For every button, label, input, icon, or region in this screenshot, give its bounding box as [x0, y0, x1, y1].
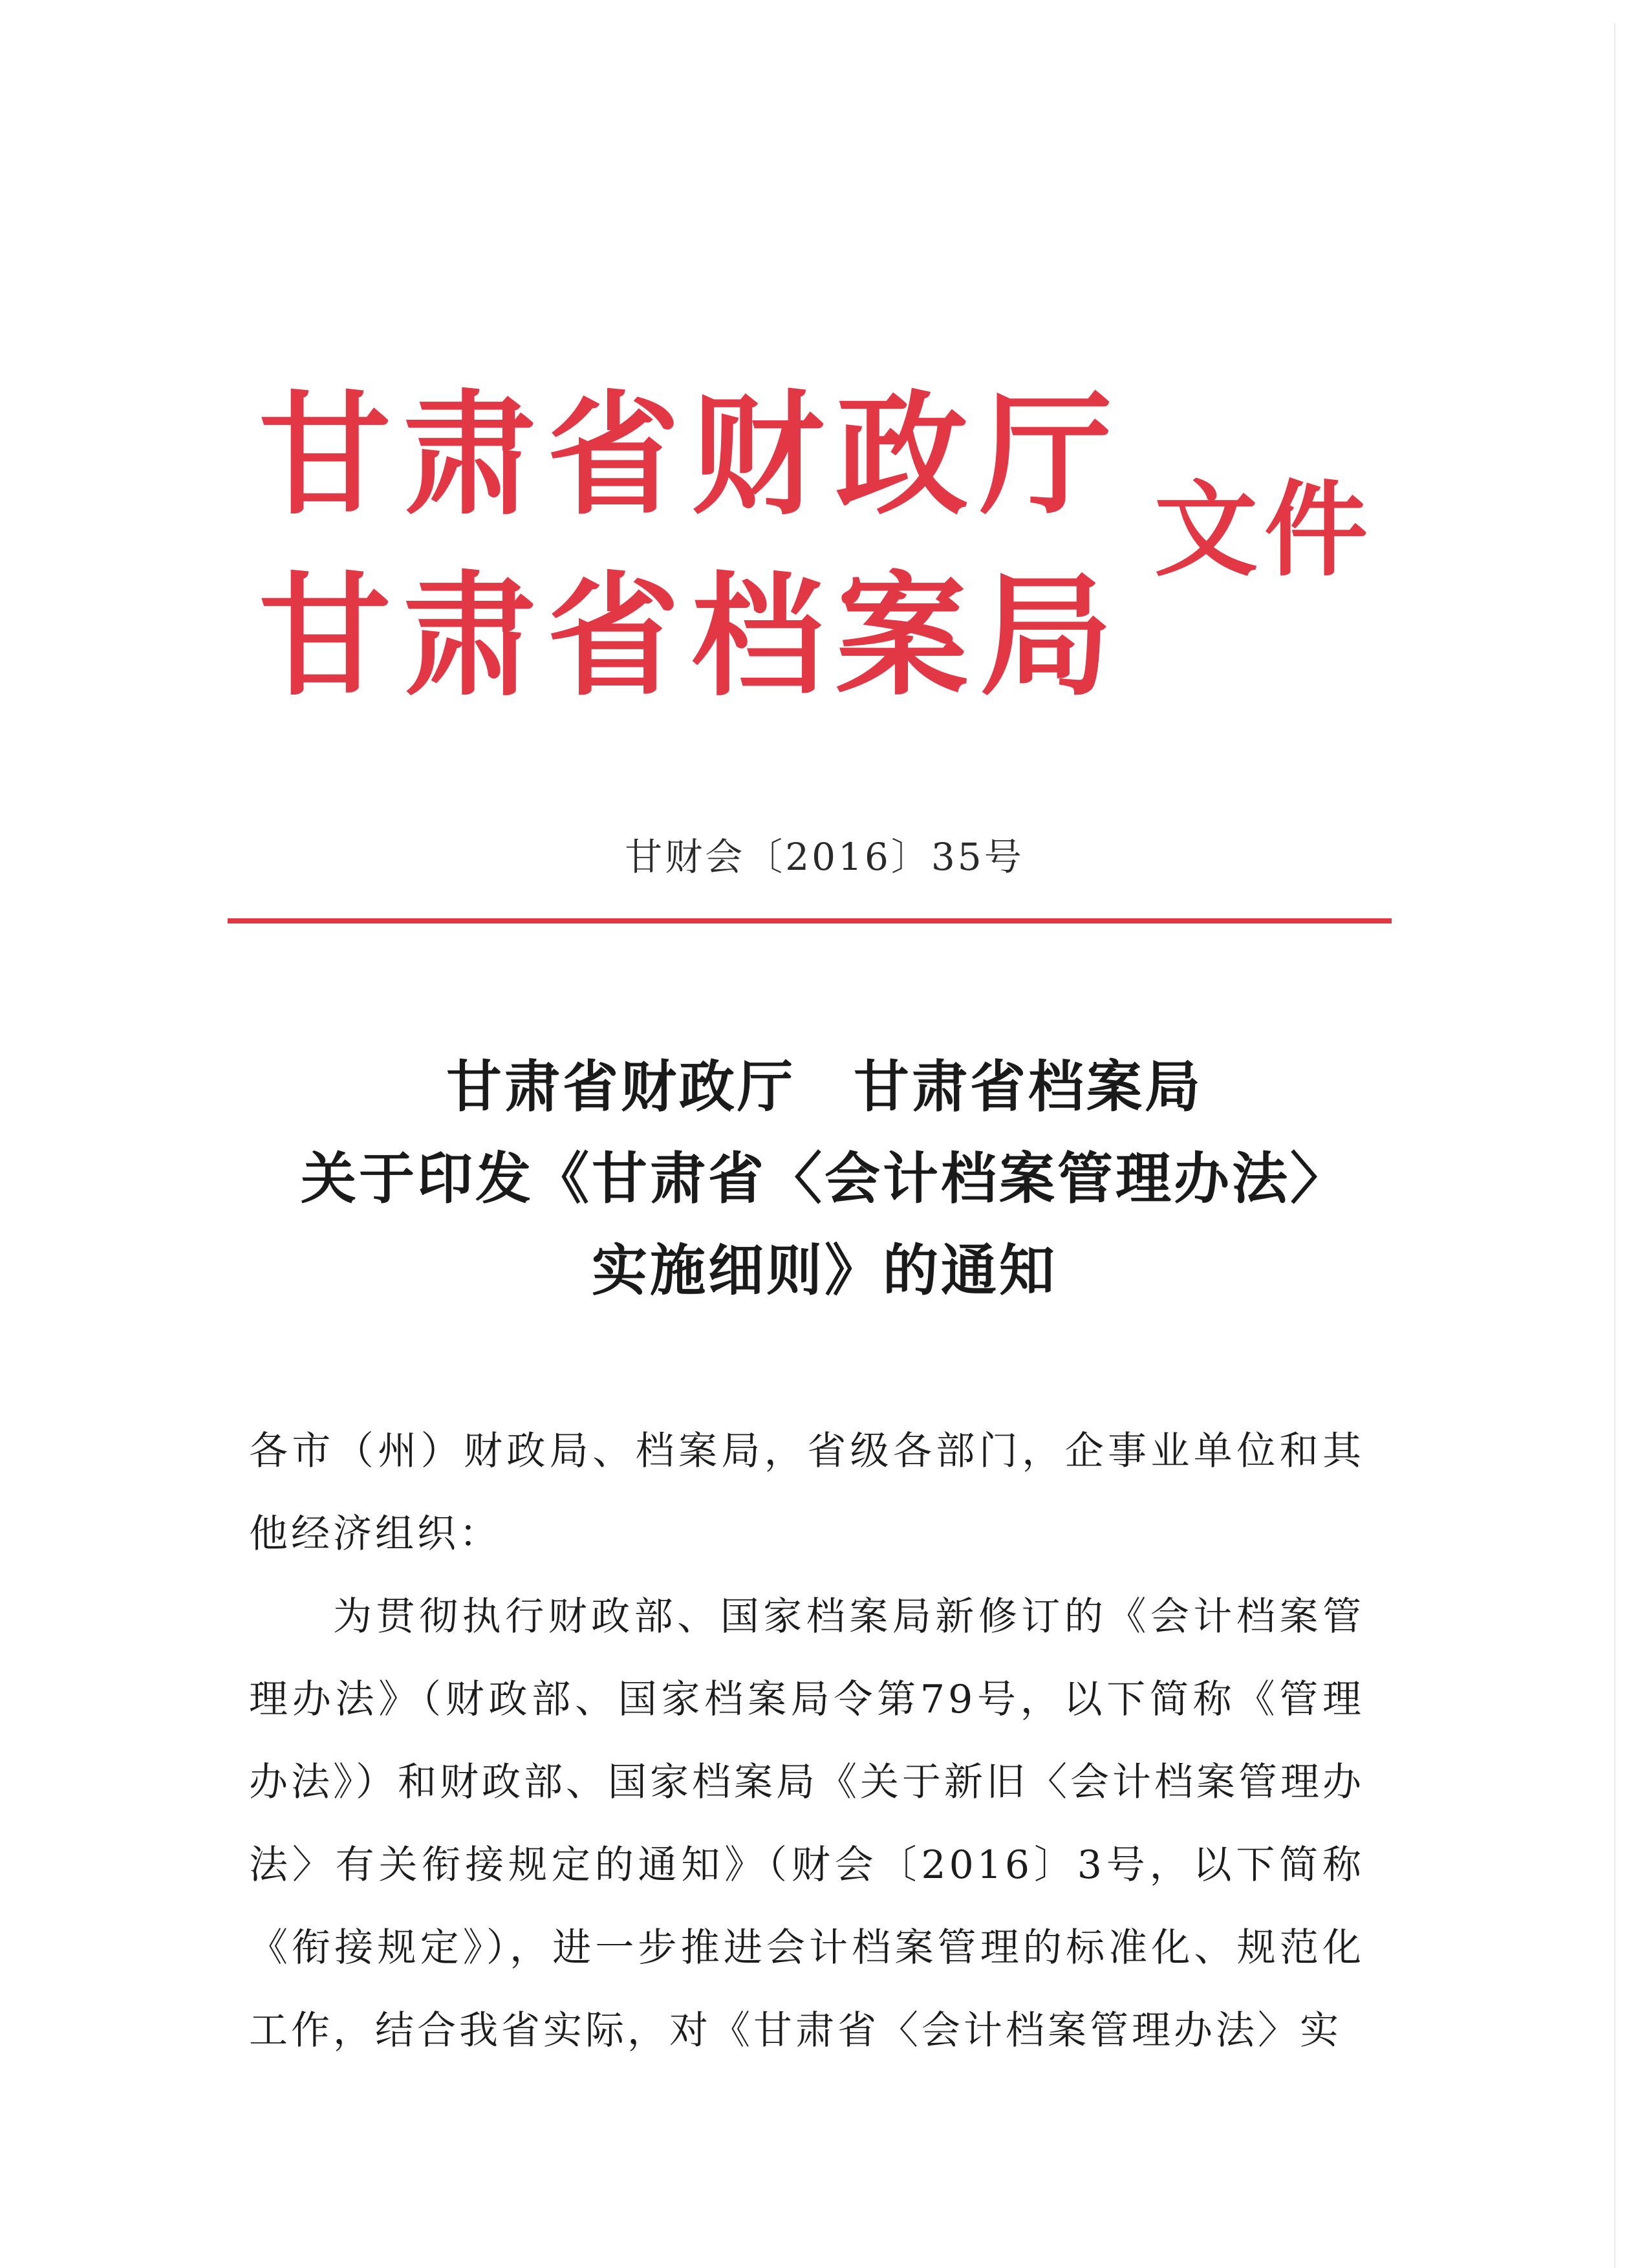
title-line-2: 关于印发《甘肃省〈会计档案管理办法〉 — [301, 1146, 1348, 1211]
document-body — [249, 1410, 1364, 2072]
red-divider — [228, 918, 1392, 923]
document-header — [259, 378, 1423, 728]
salutation: 各市（州）财政局、档案局，省级各部门，企事业单位和其他经济组织： — [249, 1429, 1364, 1557]
document-number: 甘财会〔2016〕35号 — [625, 835, 1024, 879]
title-line-1: 甘肃省财政厅 甘肃省档案局 — [446, 1054, 1203, 1119]
header-suffix: 文件 — [1154, 470, 1375, 590]
document-title — [0, 1041, 1649, 1317]
issuer-line-finance: 甘肃省财政厅 — [259, 379, 1124, 533]
body-paragraph: 为贯彻执行财政部、国家档案局新修订的《会计档案管理办法》（财政部、国家档案局令第79号，以下简称《管理办法》）和财政部、国家档案局《关于新旧〈会计档案管理办法〉有关衔接规定的通知》（财会〔2016〕3号，以下简称《衔接规定》），进一步推进会计档案管理的标准化、规范化工作，结合我省实际，对《甘肃省〈会计档案管理办法〉实 — [249, 1594, 1364, 2053]
issuer-line-archives: 甘肃省档案局 — [259, 560, 1124, 714]
title-line-3: 实施细则》的通知 — [592, 1238, 1057, 1303]
